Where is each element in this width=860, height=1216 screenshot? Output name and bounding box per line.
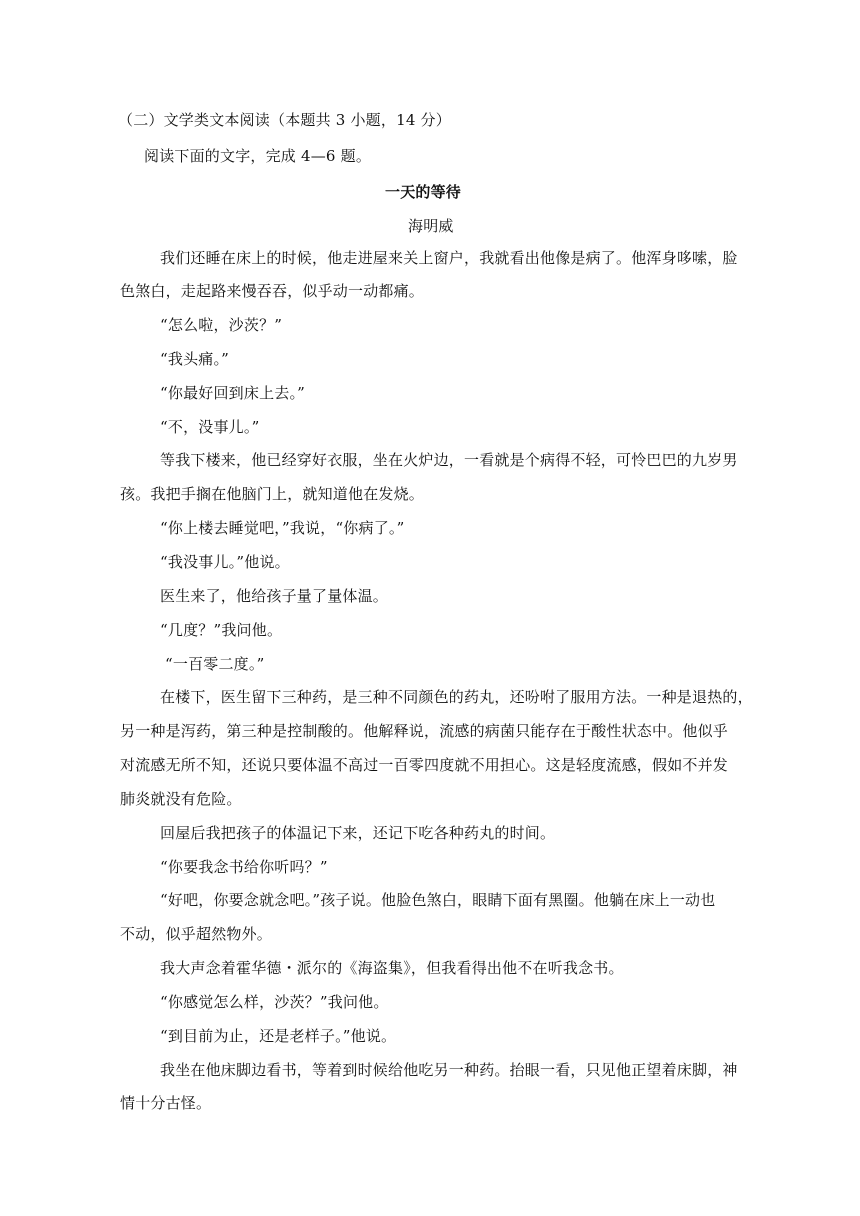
paragraph-line: “我头痛。” [160, 350, 230, 368]
paragraph-line: 回屋后我把孩子的体温记下来，还记下吃各种药丸的时间。 [160, 824, 556, 842]
paragraph-line: “好吧，你要念就念吧。”孩子说。他脸色煞白，眼睛下面有黑圈。他躺在床上一动也 [160, 891, 716, 909]
paragraph-line: 肺炎就没有危险。 [120, 790, 242, 808]
paragraph-line: “怎么啦，沙茨？” [160, 316, 283, 334]
paragraph-line: 在楼下，医生留下三种药，是三种不同颜色的药丸，还吩咐了服用方法。一种是退热的， [160, 688, 753, 706]
paragraph-line: “不，没事儿。” [160, 418, 260, 436]
paragraph-line: 等我下楼来，他已经穿好衣服，坐在火炉边，一看就是个病得不轻，可怜巴巴的九岁男 [160, 451, 738, 469]
paragraph-line: 孩。我把手搁在他脑门上，就知道他在发烧。 [120, 485, 425, 503]
paragraph-line: 情十分古怪。 [120, 1094, 212, 1112]
paragraph-line: 我们还睡在床上的时候，他走进屋来关上窗户，我就看出他像是病了。他浑身哆嗦，脸 [160, 249, 738, 267]
paragraph-line: “一百零二度。” [165, 655, 265, 673]
paragraph-line: 另一种是泻药，第三种是控制酸的。他解释说，流感的病菌只能存在于酸性状态中。他似乎 [120, 722, 729, 740]
section-heading: （二）文学类文本阅读（本题共 3 小题，14 分） [118, 111, 451, 129]
story-title: 一天的等待 [385, 183, 462, 201]
paragraph-line: “到目前为止，还是老样子。”他说。 [160, 1027, 397, 1045]
paragraph-line: “几度？”我问他。 [160, 621, 283, 639]
paragraph-line: “你要我念书给你听吗？” [160, 858, 328, 876]
paragraph-line: “你最好回到床上去。” [160, 384, 306, 402]
instruction: 阅读下面的文字，完成 4—6 题。 [144, 147, 372, 165]
paragraph-line: 我大声念着霍华德・派尔的《海盗集》，但我看得出他不在听我念书。 [160, 959, 624, 977]
paragraph-line: “我没事儿。”他说。 [160, 553, 290, 571]
paragraph-line: “你感觉怎么样，沙茨？”我问他。 [160, 993, 389, 1011]
paragraph-line: 不动，似乎超然物外。 [120, 925, 273, 943]
paragraph-line: 医生来了，他给孩子量了量体温。 [160, 587, 389, 605]
author: 海明威 [408, 217, 454, 235]
paragraph-line: “你上楼去睡觉吧，”我说，“你病了。” [160, 519, 405, 537]
paragraph-line: 色煞白，走起路来慢吞吞，似乎动一动都痛。 [120, 282, 425, 300]
paragraph-line: 对流感无所不知，还说只要体温不高过一百零四度就不用担心。这是轻度流感，假如不并发 [120, 756, 729, 774]
paragraph-line: 我坐在他床脚边看书，等着到时候给他吃另一种药。抬眼一看，只见他正望着床脚，神 [160, 1061, 738, 1079]
